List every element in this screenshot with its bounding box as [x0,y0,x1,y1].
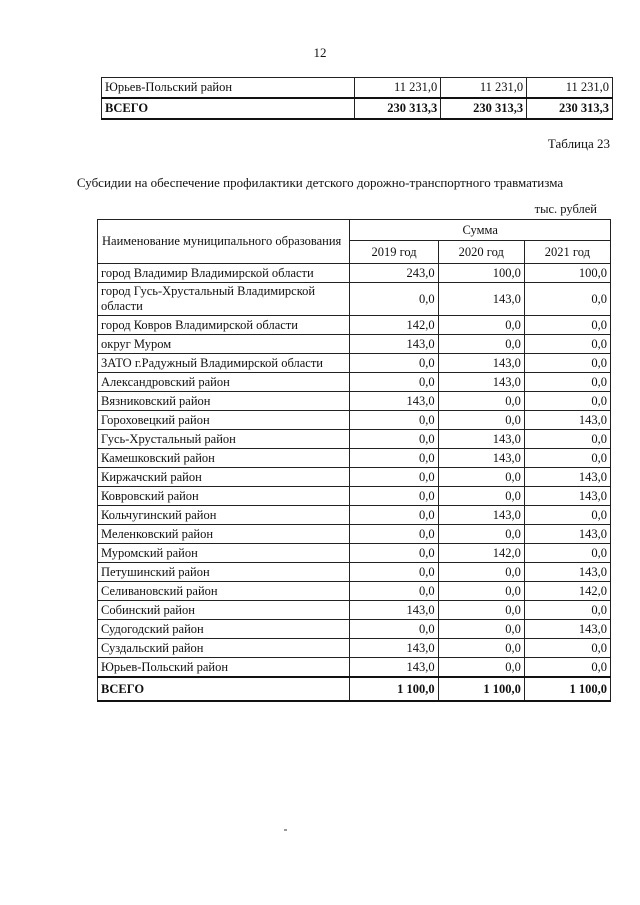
value-2021-cell: 0,0 [524,658,610,678]
value-2020-cell: 11 231,0 [441,78,527,99]
row-name-cell: ВСЕГО [98,677,350,701]
table-title: Субсидии на обеспечение профилактики детского дорожно-транспортного травматизма [76,175,564,190]
value-2019-cell: 143,0 [350,639,438,658]
value-2019-cell: 142,0 [350,316,438,335]
value-2020-cell: 230 313,3 [441,98,527,119]
value-2019-cell: 0,0 [350,411,438,430]
table-row [98,430,611,449]
value-2021-cell: 0,0 [524,544,610,563]
value-2020-cell: 0,0 [438,582,524,601]
value-2020-cell: 1 100,0 [438,677,524,701]
unit-label: тыс. рублей [534,202,597,216]
table-row [98,639,611,658]
value-2019-cell: 11 231,0 [355,78,441,99]
value-2020-cell: 100,0 [438,264,524,283]
row-name-cell: Камешковский район [98,449,350,468]
value-2021-cell: 0,0 [524,449,610,468]
value-2019-cell: 143,0 [350,392,438,411]
table-row [98,335,611,354]
row-name-cell: Киржачский район [98,468,350,487]
value-2021-cell: 0,0 [524,430,610,449]
value-2021-cell: 0,0 [524,335,610,354]
value-2019-cell: 0,0 [350,373,438,392]
scan-speck [284,829,287,831]
value-2020-cell: 0,0 [438,316,524,335]
value-2019-cell: 143,0 [350,601,438,620]
value-2020-cell: 0,0 [438,392,524,411]
value-2019-cell: 0,0 [350,283,438,316]
value-2019-cell: 0,0 [350,582,438,601]
value-2020-cell: 143,0 [438,449,524,468]
value-2021-cell: 143,0 [524,487,610,506]
value-2021-cell: 143,0 [524,563,610,582]
page-number: 12 [313,45,327,60]
value-2021-cell: 143,0 [524,525,610,544]
value-2020-cell: 0,0 [438,487,524,506]
value-2021-cell: 11 231,0 [527,78,613,99]
row-name-cell: Вязниковский район [98,392,350,411]
continued-table [101,77,613,120]
value-2021-cell: 1 100,0 [524,677,610,701]
table-row [98,283,611,316]
value-2020-cell: 143,0 [438,354,524,373]
value-2019-cell: 0,0 [350,430,438,449]
value-2020-cell: 143,0 [438,373,524,392]
value-2021-cell: 0,0 [524,506,610,525]
header-year-2021: 2021 год [524,241,610,264]
value-2019-cell: 143,0 [350,658,438,678]
row-name-cell: город Гусь-Хрустальный Владимирской области [98,283,350,316]
total-row [98,677,611,701]
value-2019-cell: 0,0 [350,506,438,525]
table-row [98,449,611,468]
row-name-cell: Юрьев-Польский район [98,658,350,678]
value-2020-cell: 143,0 [438,283,524,316]
row-name-cell: Собинский район [98,601,350,620]
table-row [98,392,611,411]
table-row [98,601,611,620]
table-row [98,373,611,392]
row-name-cell: Гусь-Хрустальный район [98,430,350,449]
row-name-cell: Муромский район [98,544,350,563]
value-2019-cell: 143,0 [350,335,438,354]
table-row [98,563,611,582]
value-2021-cell: 0,0 [524,639,610,658]
row-name-cell: Меленковский район [98,525,350,544]
table-label: Таблица 23 [547,136,610,151]
row-name-cell: Юрьев-Польский район [102,78,355,99]
row-name-cell: Кольчугинский район [98,506,350,525]
row-name-cell: ЗАТО г.Радужный Владимирской области [98,354,350,373]
value-2019-cell: 0,0 [350,487,438,506]
value-2019-cell: 0,0 [350,354,438,373]
value-2019-cell: 0,0 [350,563,438,582]
value-2021-cell: 143,0 [524,620,610,639]
value-2020-cell: 0,0 [438,601,524,620]
header-year-2020: 2020 год [438,241,524,264]
value-2020-cell: 143,0 [438,506,524,525]
table-row [98,354,611,373]
value-2020-cell: 0,0 [438,525,524,544]
table-row [98,316,611,335]
table-row [98,582,611,601]
value-2021-cell: 143,0 [524,411,610,430]
table-row [102,78,613,99]
value-2019-cell: 0,0 [350,620,438,639]
table-row [98,544,611,563]
value-2021-cell: 0,0 [524,601,610,620]
value-2019-cell: 243,0 [350,264,438,283]
subsidy-table [97,219,611,702]
value-2020-cell: 143,0 [438,430,524,449]
table-row [98,411,611,430]
value-2020-cell: 0,0 [438,335,524,354]
table-row [98,468,611,487]
value-2021-cell: 0,0 [524,316,610,335]
table-row [98,264,611,283]
value-2019-cell: 0,0 [350,468,438,487]
row-name-cell: Александровский район [98,373,350,392]
header-name: Наименование муниципального образования [98,220,350,264]
row-name-cell: город Владимир Владимирской области [98,264,350,283]
total-row [102,98,613,119]
value-2020-cell: 0,0 [438,411,524,430]
value-2021-cell: 142,0 [524,582,610,601]
value-2020-cell: 0,0 [438,563,524,582]
row-name-cell: ВСЕГО [102,98,355,119]
row-name-cell: Гороховецкий район [98,411,350,430]
value-2019-cell: 0,0 [350,544,438,563]
header-sum: Сумма [350,220,611,241]
value-2019-cell: 0,0 [350,449,438,468]
row-name-cell: Ковровский район [98,487,350,506]
table-row [98,487,611,506]
value-2020-cell: 0,0 [438,658,524,678]
row-name-cell: город Ковров Владимирской области [98,316,350,335]
header-year-2019: 2019 год [350,241,438,264]
value-2020-cell: 142,0 [438,544,524,563]
value-2021-cell: 230 313,3 [527,98,613,119]
value-2020-cell: 0,0 [438,620,524,639]
row-name-cell: Судогодский район [98,620,350,639]
table-row [98,620,611,639]
row-name-cell: Петушинский район [98,563,350,582]
table-row [98,525,611,544]
value-2019-cell: 230 313,3 [355,98,441,119]
table-row [98,658,611,678]
value-2021-cell: 100,0 [524,264,610,283]
header-row [98,220,611,241]
value-2019-cell: 1 100,0 [350,677,438,701]
value-2020-cell: 0,0 [438,468,524,487]
value-2021-cell: 0,0 [524,373,610,392]
row-name-cell: округ Муром [98,335,350,354]
row-name-cell: Селивановский район [98,582,350,601]
value-2019-cell: 0,0 [350,525,438,544]
table-row [98,506,611,525]
value-2021-cell: 0,0 [524,392,610,411]
value-2021-cell: 0,0 [524,283,610,316]
value-2021-cell: 143,0 [524,468,610,487]
value-2021-cell: 0,0 [524,354,610,373]
value-2020-cell: 0,0 [438,639,524,658]
row-name-cell: Суздальский район [98,639,350,658]
